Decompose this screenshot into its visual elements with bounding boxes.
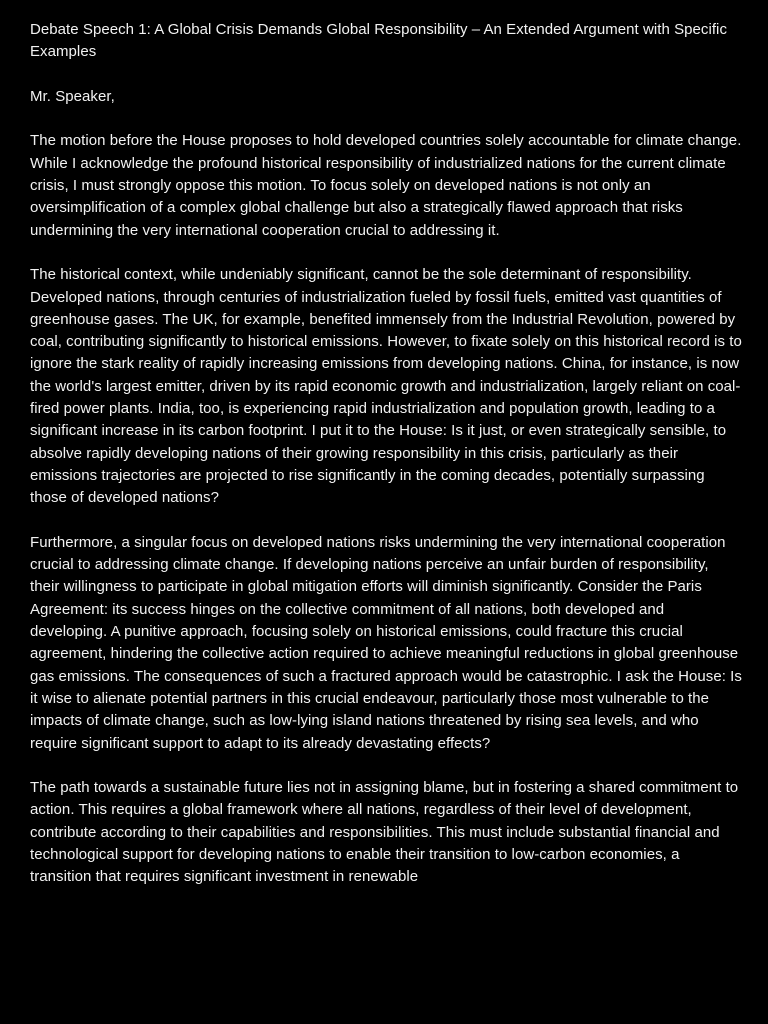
paragraph: The historical context, while undeniably significant, cannot be the sole determinant of responsibility. Developed nations, through centuries of industrialization fueled by fossil fuels, emitted vast quantities of greenhouse gases. The UK, for example, benefited immensely from the Industrial Revolution, powered by coal, contributing significantly to historical emissions. However, to fixate solely on this historical record is to ignore the stark reality of rapidly increasing emissions from developing nations. China, for instance, is now the world's largest emitter, driven by its rapid economic growth and industrialization, largely reliant on coal-fired power plants. India, too, is experiencing rapid industrialization and population growth, leading to a significant increase in its carbon footprint. I put it to the House: Is it just, or even strategically sensible, to absolve rapidly developing nations of their growing responsibility in this crisis, particularly as their emissions trajectories are projected to rise significantly in the coming decades, potentially surpassing those of developed nations?	[30, 266, 742, 507]
paragraph: The path towards a sustainable future lies not in assigning blame, but in fostering a shared commitment to action. This requires a global framework where all nations, regardless of their level of development, contribute according to their capabilities and responsibilities. This must include substantial financial and technological support for developing nations to enable their transition to low-carbon economies, a transition that requires significant investment in renewable	[30, 779, 739, 886]
salutation: Mr. Speaker,	[30, 87, 115, 105]
paragraph: Furthermore, a singular focus on developed nations risks undermining the very international cooperation crucial to addressing climate change. If developing nations perceive an unfair burden of responsibility, their willingness to participate in global mitigation efforts will diminish significantly. Consider the Paris Agreement: its success hinges on the collective commitment of all nations, both developed and developing. A punitive approach, focusing solely on historical emissions, could fracture this crucial agreement, hindering the collective action required to achieve meaningful reductions in global greenhouse gas emissions. The consequences of such a fractured approach would be catastrophic. I ask the House: Is it wise to alienate potential partners in this crucial endeavour, particularly those most vulnerable to the impacts of climate change, such as low-lying island nations threatened by rising sea levels, and who require significant support to adapt to its already devastating effects?	[30, 533, 742, 752]
paragraph: The motion before the House proposes to hold developed countries solely accountable for climate change. While I acknowledge the profound historical responsibility of industrialized nations for the current climate crisis, I must strongly oppose this motion. To focus solely on developed nations is not only an oversimplification of a complex global challenge but also a strategically flawed approach that risks undermining the very international cooperation crucial to addressing it.	[30, 132, 742, 239]
document-title: Debate Speech 1: A Global Crisis Demands Global Responsibility – An Extended Argument with Specific Examples	[30, 21, 727, 61]
document-body	[30, 19, 742, 911]
